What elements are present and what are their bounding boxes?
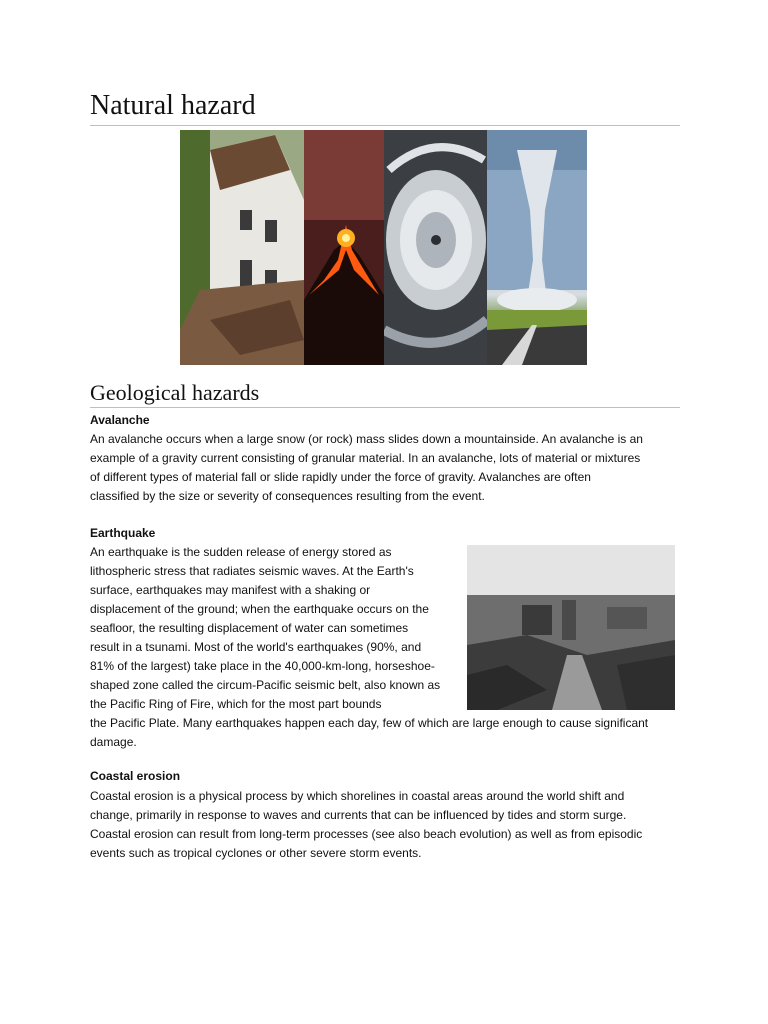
collapsed-building-photo — [180, 130, 304, 365]
earthquake-heading: Earthquake — [90, 526, 156, 540]
text-line: result in a tsunami. Most of the world's earthquakes (90%, and — [90, 640, 422, 654]
coastal-erosion-paragraph — [90, 787, 642, 863]
text-line: 81% of the largest) take place in the 40,000-km-long, horseshoe- — [90, 659, 435, 673]
avalanche-paragraph — [90, 430, 643, 506]
coastal-erosion-heading: Coastal erosion — [90, 769, 181, 783]
text-line: change, primarily in response to waves and currents that can be influenced by tides and storm surge. — [90, 808, 627, 822]
page-title: Natural hazard — [90, 90, 256, 121]
text-line: the Pacific Plate. Many earthquakes happen each day, few of which are large enough to cause significant — [90, 716, 649, 730]
title-rule — [90, 125, 680, 126]
hurricane-satellite-photo — [384, 130, 487, 365]
section-rule — [90, 407, 680, 408]
text-line: example of a gravity current consisting of granular material. In an avalanche, lots of material or mixtures — [90, 451, 641, 465]
text-line: surface, earthquakes may manifest with a shaking or — [90, 583, 371, 597]
text-line: the Pacific Ring of Fire, which for the most part bounds — [90, 697, 382, 711]
tornado-photo — [487, 130, 587, 365]
section-title: Geological hazards — [90, 380, 260, 405]
text-line: damage. — [90, 735, 137, 749]
text-line: shaped zone called the circum-Pacific seismic belt, also known as — [90, 678, 441, 692]
text-line: An earthquake is the sudden release of energy stored as — [90, 545, 392, 559]
text-line: displacement of the ground; when the earthquake occurs on the — [90, 602, 429, 616]
text-line: of different types of material fall or slide rapidly under the force of gravity. Avalanches are often — [90, 470, 591, 484]
text-line: seafloor, the resulting displacement of water can sometimes — [90, 621, 409, 635]
hazard-collage — [180, 130, 587, 365]
avalanche-heading: Avalanche — [90, 413, 150, 427]
text-line: An avalanche occurs when a large snow (or rock) mass slides down a mountainside. An avalanche is an — [90, 432, 643, 446]
earthquake-ruins-photo — [467, 545, 675, 710]
text-line: Coastal erosion can result from long-term processes (see also beach evolution) as well as from episodic — [90, 827, 643, 841]
text-line: Coastal erosion is a physical process by which shorelines in coastal areas around the world shift and — [90, 789, 625, 803]
text-line: classified by the size or severity of consequences resulting from the event. — [90, 489, 485, 503]
erupting-volcano-photo — [304, 130, 384, 365]
text-line: lithospheric stress that radiates seismic waves. At the Earth's — [90, 564, 414, 578]
text-line: events such as tropical cyclones or other severe storm events. — [90, 846, 422, 860]
